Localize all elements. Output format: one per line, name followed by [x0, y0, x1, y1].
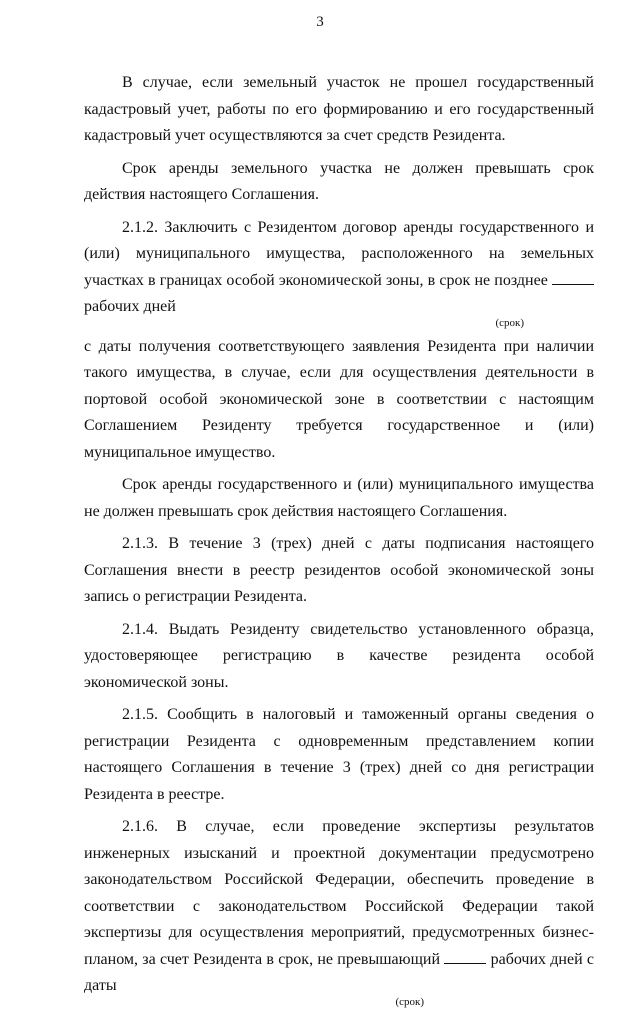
paragraph-2-1-2-continued: с даты получения соответствующего заявления Резидента при наличии такого имущества, в случае, если для осуществления деятельности в портовой особой экономической зоне в соответствии с настоящим Соглашением Резиденту требуется государственное и (или) муниципальное имущество.: [84, 337, 594, 461]
paragraph-2-1-6-text: 2.1.6. В случае, если проведение экспертизы результатов инженерных изысканий и проектной документации предусмотрено законодательством Российской Федерации, обеспечить проведение в соответствии с законодательством Российской Федерации такой экспертизы для осуществления мероприятий, предусмотренных бизнес-планом, за счет Резидента в срок, не превышающий: [84, 818, 594, 968]
paragraph-2-1-6: [84, 814, 594, 1000]
page-number: 3: [316, 14, 324, 30]
paragraph-cadastral: В случае, если земельный участок не прошел государственный кадастровый учет, работы по его формированию и его государственный кадастровый учет осуществляются за счет средств Резидента.: [84, 74, 594, 144]
expertise-deadline-caption: (срок): [395, 995, 424, 1008]
working-days-from-date-label: рабочих дней с даты: [84, 950, 595, 994]
working-days-label: рабочих дней: [84, 298, 176, 315]
paragraph-property-lease-term: Срок аренды государственного и (или) муниципального имущества не должен превышать срок действия настоящего Соглашения.: [84, 476, 594, 520]
paragraph-2-1-5: 2.1.5. Сообщить в налоговый и таможенный органы сведения о регистрации Резидента с одновременным представлением копии настоящего Соглашения в течение 3 (трех) дней со дня регистрации Резидента в реестре.: [84, 706, 594, 803]
paragraph-2-1-2-text: 2.1.2. Заключить с Резидентом договор аренды государственного и (или) муниципального имущества, расположенного на земельных участках в границах особой экономической зоны, в срок не позднее: [84, 218, 594, 289]
paragraph-2-1-3: 2.1.3. В течение 3 (трех) дней с даты подписания настоящего Соглашения внести в реестр резидентов особой экономической зоны запись о регистрации Резидента.: [84, 535, 594, 605]
paragraph-land-lease-term: Срок аренды земельного участка не должен превышать срок действия настоящего Соглашения.: [84, 159, 594, 203]
paragraph-2-1-4: 2.1.4. Выдать Резиденту свидетельство установленного образца, удостоверяющее регистрацию в качестве резидента особой экономической зоны.: [84, 620, 594, 691]
paragraph-2-1-2: [84, 215, 594, 321]
deadline-caption: (срок): [495, 316, 524, 329]
document-body: [84, 70, 594, 1013]
expertise-deadline-blank: [444, 949, 486, 964]
deadline-blank: [552, 270, 594, 285]
